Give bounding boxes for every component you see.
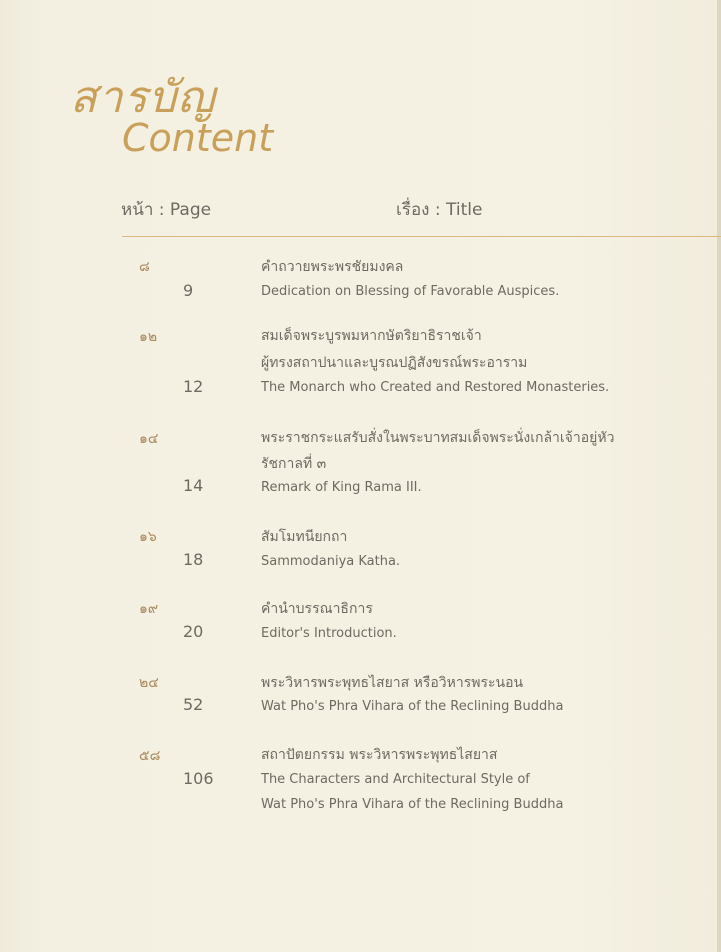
thai-page-number: ๑๒: [139, 329, 158, 345]
page-edge: [717, 0, 721, 952]
thai-page-number: ๕๘: [139, 748, 161, 764]
page-number: 14: [183, 476, 204, 495]
english-title-line: Wat Pho's Phra Vihara of the Reclining Buddha: [261, 699, 564, 714]
heading-thai: สารบัญ: [70, 72, 216, 123]
thai-page-number: ๑๖: [139, 529, 157, 545]
page-number: 20: [183, 622, 204, 641]
thai-title-line: คำถวายพระพรชัยมงคล: [261, 259, 404, 275]
thai-page-number: ๒๔: [139, 675, 159, 691]
page-number: 106: [183, 769, 214, 788]
thai-title-line: พระวิหารพระพุทธไสยาส หรือวิหารพระนอน: [261, 675, 524, 691]
thai-title-line: รัชกาลที่ ๓: [261, 456, 327, 472]
thai-title-line: ผู้ทรงสถาปนาและบูรณปฏิสังขรณ์พระอาราม: [261, 355, 528, 371]
page-number: 12: [183, 377, 204, 396]
page-number: 52: [183, 695, 204, 714]
english-title-line: Wat Pho's Phra Vihara of the Reclining Buddha: [261, 797, 564, 812]
english-title-line: Dedication on Blessing of Favorable Auspices.: [261, 284, 560, 299]
thai-title-line: สัมโมทนียกถา: [261, 529, 348, 545]
english-title-line: The Characters and Architectural Style of: [261, 772, 530, 787]
thai-page-number: ๑๔: [139, 431, 159, 447]
english-title-line: Editor's Introduction.: [261, 626, 397, 641]
header-rule: [122, 236, 721, 237]
page-number: 9: [183, 281, 194, 300]
column-header-title: เรื่อง : Title: [396, 200, 483, 220]
english-title-line: The Monarch who Created and Restored Monasteries.: [261, 380, 610, 395]
english-title-line: Remark of King Rama III.: [261, 480, 422, 495]
thai-page-number: ๘: [139, 259, 150, 275]
thai-title-line: พระราชกระแสรับสั่งในพระบาทสมเด็จพระนั่งเกล้าเจ้าอยู่หัว: [261, 430, 615, 446]
thai-title-line: คำนำบรรณาธิการ: [261, 601, 373, 617]
column-header-page: หน้า : Page: [121, 200, 212, 220]
page-number: 18: [183, 550, 204, 569]
thai-page-number: ๑๙: [139, 601, 159, 617]
thai-title-line: สถาปัตยกรรม พระวิหารพระพุทธไสยาส: [261, 747, 498, 763]
english-title-line: Sammodaniya Katha.: [261, 554, 401, 569]
heading-english: Content: [122, 116, 274, 160]
thai-title-line: สมเด็จพระบูรพมหากษัตริยาธิราชเจ้า: [261, 328, 482, 344]
